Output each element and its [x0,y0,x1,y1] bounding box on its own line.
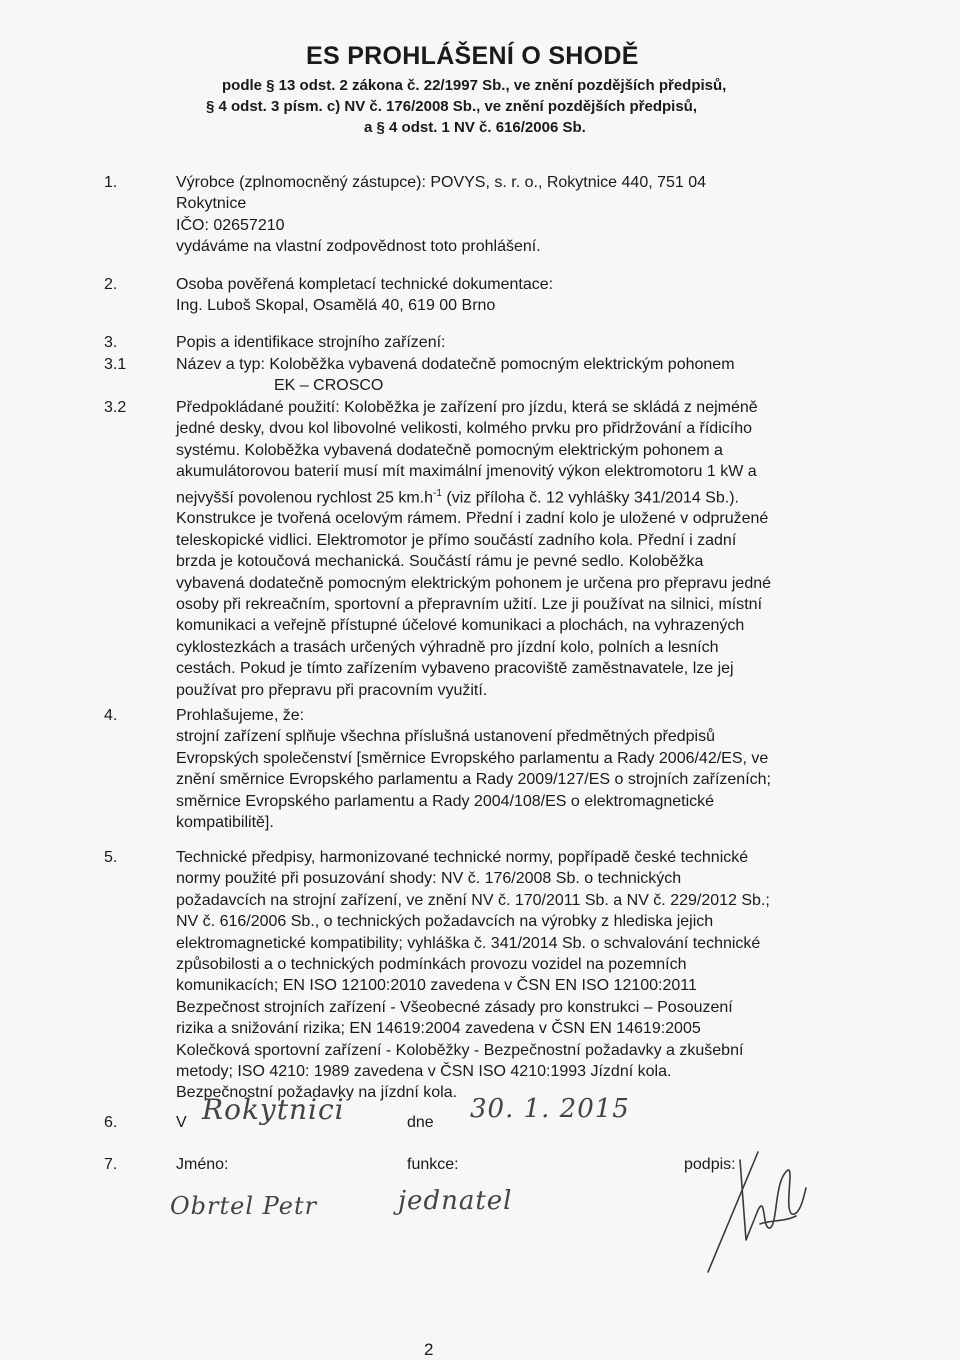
section-4-text [176,705,840,833]
place-handwritten: Rokytnici [202,1093,345,1126]
section-3-2-line: Konstrukce je tvořená ocelovým rámem. Přední i zadní kolo je uložené v odpružené [176,510,769,528]
section-4-line: znění směrnice Evropského parlamentu a Rady 2009/127/ES o strojních zařízeních; [176,771,771,789]
section-3-2-line: akumulátorovou baterií musí mít maximální jmenovitý výkon elektromotoru 1 kW a [176,463,757,481]
section-1-line: Výrobce (zplnomocněný zástupce): POVYS, s. r. o., Rokytnice 440, 751 04 [176,174,707,191]
name-handwritten: Obrtel Petr [170,1192,318,1220]
section-7-number: 7. [104,1156,118,1173]
section-5-line: způsobilosti a o technických podmínkách provozu vozidel na pozemních [176,956,687,974]
date-handwritten: 30. 1. 2015 [470,1094,630,1124]
section-4-line: kompatibilitě]. [176,814,274,832]
section-6-number: 6. [104,1114,118,1131]
section-5-line: normy použité při posuzování shody: NV č. 176/2008 Sb. o technických [176,870,682,888]
section-3-2-line: cyklostezkách a trasách určených výhradně pro jízdní kolo, polních a lesních [176,638,719,656]
section-4-line: strojní zařízení splňuje všechna příslušná ustanovení předmětných předpisů [176,728,715,746]
section-3-2-line: používat pro přepravu při pracovním využití. [176,681,488,699]
function-label: funkce: [407,1156,459,1173]
section-2-line: Osoba pověřená kompletací technické dokumentace: [176,276,554,293]
section-5-text [176,847,840,1104]
subtitle-line-1: podle § 13 odst. 2 zákona č. 22/1997 Sb., ve znění pozdějších předpisů, [222,77,727,94]
date-label: dne [407,1114,434,1131]
section-3-2-line: jedné desky, dvou kol libovolné velikosti, kolmého prvku pro přidržování a řídicího [176,420,752,438]
section-3-2-line: osoby při rekreačním, sportovní a přepravním užití. Lze ji používat na silnici, místní [176,595,763,613]
section-4-line: Evropských společenství [směrnice Evropského parlamentu a Rady 2006/42/ES, ve [176,749,769,767]
section-1-text [176,172,840,258]
place-label: V [176,1114,187,1131]
function-handwritten: jednatel [398,1186,513,1216]
section-5-line: komunikacích; EN ISO 12100:2010 zavedena v ČSN EN ISO 12100:2011 [176,977,697,995]
section-1-number: 1. [104,174,118,191]
section-3-2-number: 3.2 [104,399,127,416]
section-3-1-line: EK – CROSCO [274,377,384,395]
subtitle-line-2: § 4 odst. 3 písm. c) NV č. 176/2008 Sb., ve znění pozdějších předpisů, [206,98,698,115]
speed-exponent: -1 [433,487,442,499]
section-3-1-text [176,354,840,397]
section-1-line: Rokytnice [176,195,247,213]
section-3-2-line: Předpokládané použití: Koloběžka je zařízení pro jízdu, která se skládá z nejméně [176,399,758,416]
section-5-number: 5. [104,849,118,866]
section-4-line: Prohlašujeme, že: [176,707,305,724]
section-5-line: Bezpečnost strojních zařízení - Všeobecné zásady pro konstrukci – Posouzení [176,998,733,1016]
section-1-line: IČO: 02657210 [176,216,285,234]
section-5-line: Kolečková sportovní zařízení - Koloběžky - Bezpečnostní požadavky a zkušební [176,1041,744,1059]
section-3-1-number: 3.1 [104,356,127,373]
signature-label: podpis: [684,1156,736,1173]
section-3-2-text [176,397,840,701]
section-5-line: požadavcích na strojní zařízení, ve znění NV č. 170/2011 Sb. a NV č. 229/2012 Sb.; [176,891,770,909]
section-4-line: směrnice Evropského parlamentu a Rady 2004/108/ES o elektromagnetické [176,792,715,810]
signature-mark [700,1140,810,1280]
section-5-line: rizika a snižování rizika; EN 14619:2004 zavedena v ČSN EN 14619:2005 [176,1020,701,1038]
name-label: Jméno: [176,1156,229,1173]
section-3-1-line: Název a typ: Koloběžka vybavená dodatečně pomocným elektrickým pohonem [176,356,735,373]
section-3-2-line: komunikaci a veřejně přístupné účelové komunikaci a plochách, na vyhrazených [176,617,745,635]
speed-text-rest: (viz příloha č. 12 vyhlášky 341/2014 Sb.). [441,488,739,506]
section-3-2-line [176,483,840,509]
page-number: 2 [424,1340,434,1359]
section-3-2-line: cestách. Pokud je tímto zařízením vybaveno pracoviště zaměstnavatele, lze jej [176,660,734,678]
section-3-text [176,332,840,353]
section-3-2-line: brzda je kotoučová mechanická. Součástí rámu je pevné sedlo. Koloběžka [176,553,704,571]
subtitle-line-3: a § 4 odst. 1 NV č. 616/2006 Sb. [364,119,586,136]
section-2-number: 2. [104,276,118,293]
section-2-line: Ing. Luboš Skopal, Osamělá 40, 619 00 Brno [176,297,496,315]
section-3-2-line: systému. Koloběžka vybavená dodatečně pomocným elektrickým pohonem a [176,441,723,459]
section-1-line: vydáváme na vlastní zodpovědnost toto prohlášení. [176,238,541,256]
section-5-line: elektromagnetické kompatibility; vyhláška č. 341/2014 Sb. o schvalování technické [176,934,761,952]
section-5-line: Bezpečnostní požadavky na jízdní kola. [176,1084,458,1102]
section-5-line: metody; ISO 4210: 1989 zavedena v ČSN ISO 4210:1993 Jízdní kola. [176,1063,672,1081]
section-3-2-line: teleskopické vidlici. Elektromotor je přímo součástí zadního kola. Přední i zadní [176,531,737,549]
section-3-2-line: vybavená dodatečně pomocným elektrickým pohonem je určena pro přepravu jedné [176,574,772,592]
section-4-number: 4. [104,707,118,724]
section-5-line: NV č. 616/2006 Sb., o technických požadavcích na výrobky z hlediska jejich [176,913,714,931]
section-2-text [176,274,840,317]
section-3-number: 3. [104,334,118,351]
section-3-line: Popis a identifikace strojního zařízení: [176,334,446,351]
document-title: ES PROHLÁŠENÍ O SHODĚ [306,42,639,70]
section-5-line: Technické předpisy, harmonizované technické normy, popřípadě české technické [176,849,749,866]
speed-text: nejvyšší povolenou rychlost 25 km.h [176,488,434,506]
